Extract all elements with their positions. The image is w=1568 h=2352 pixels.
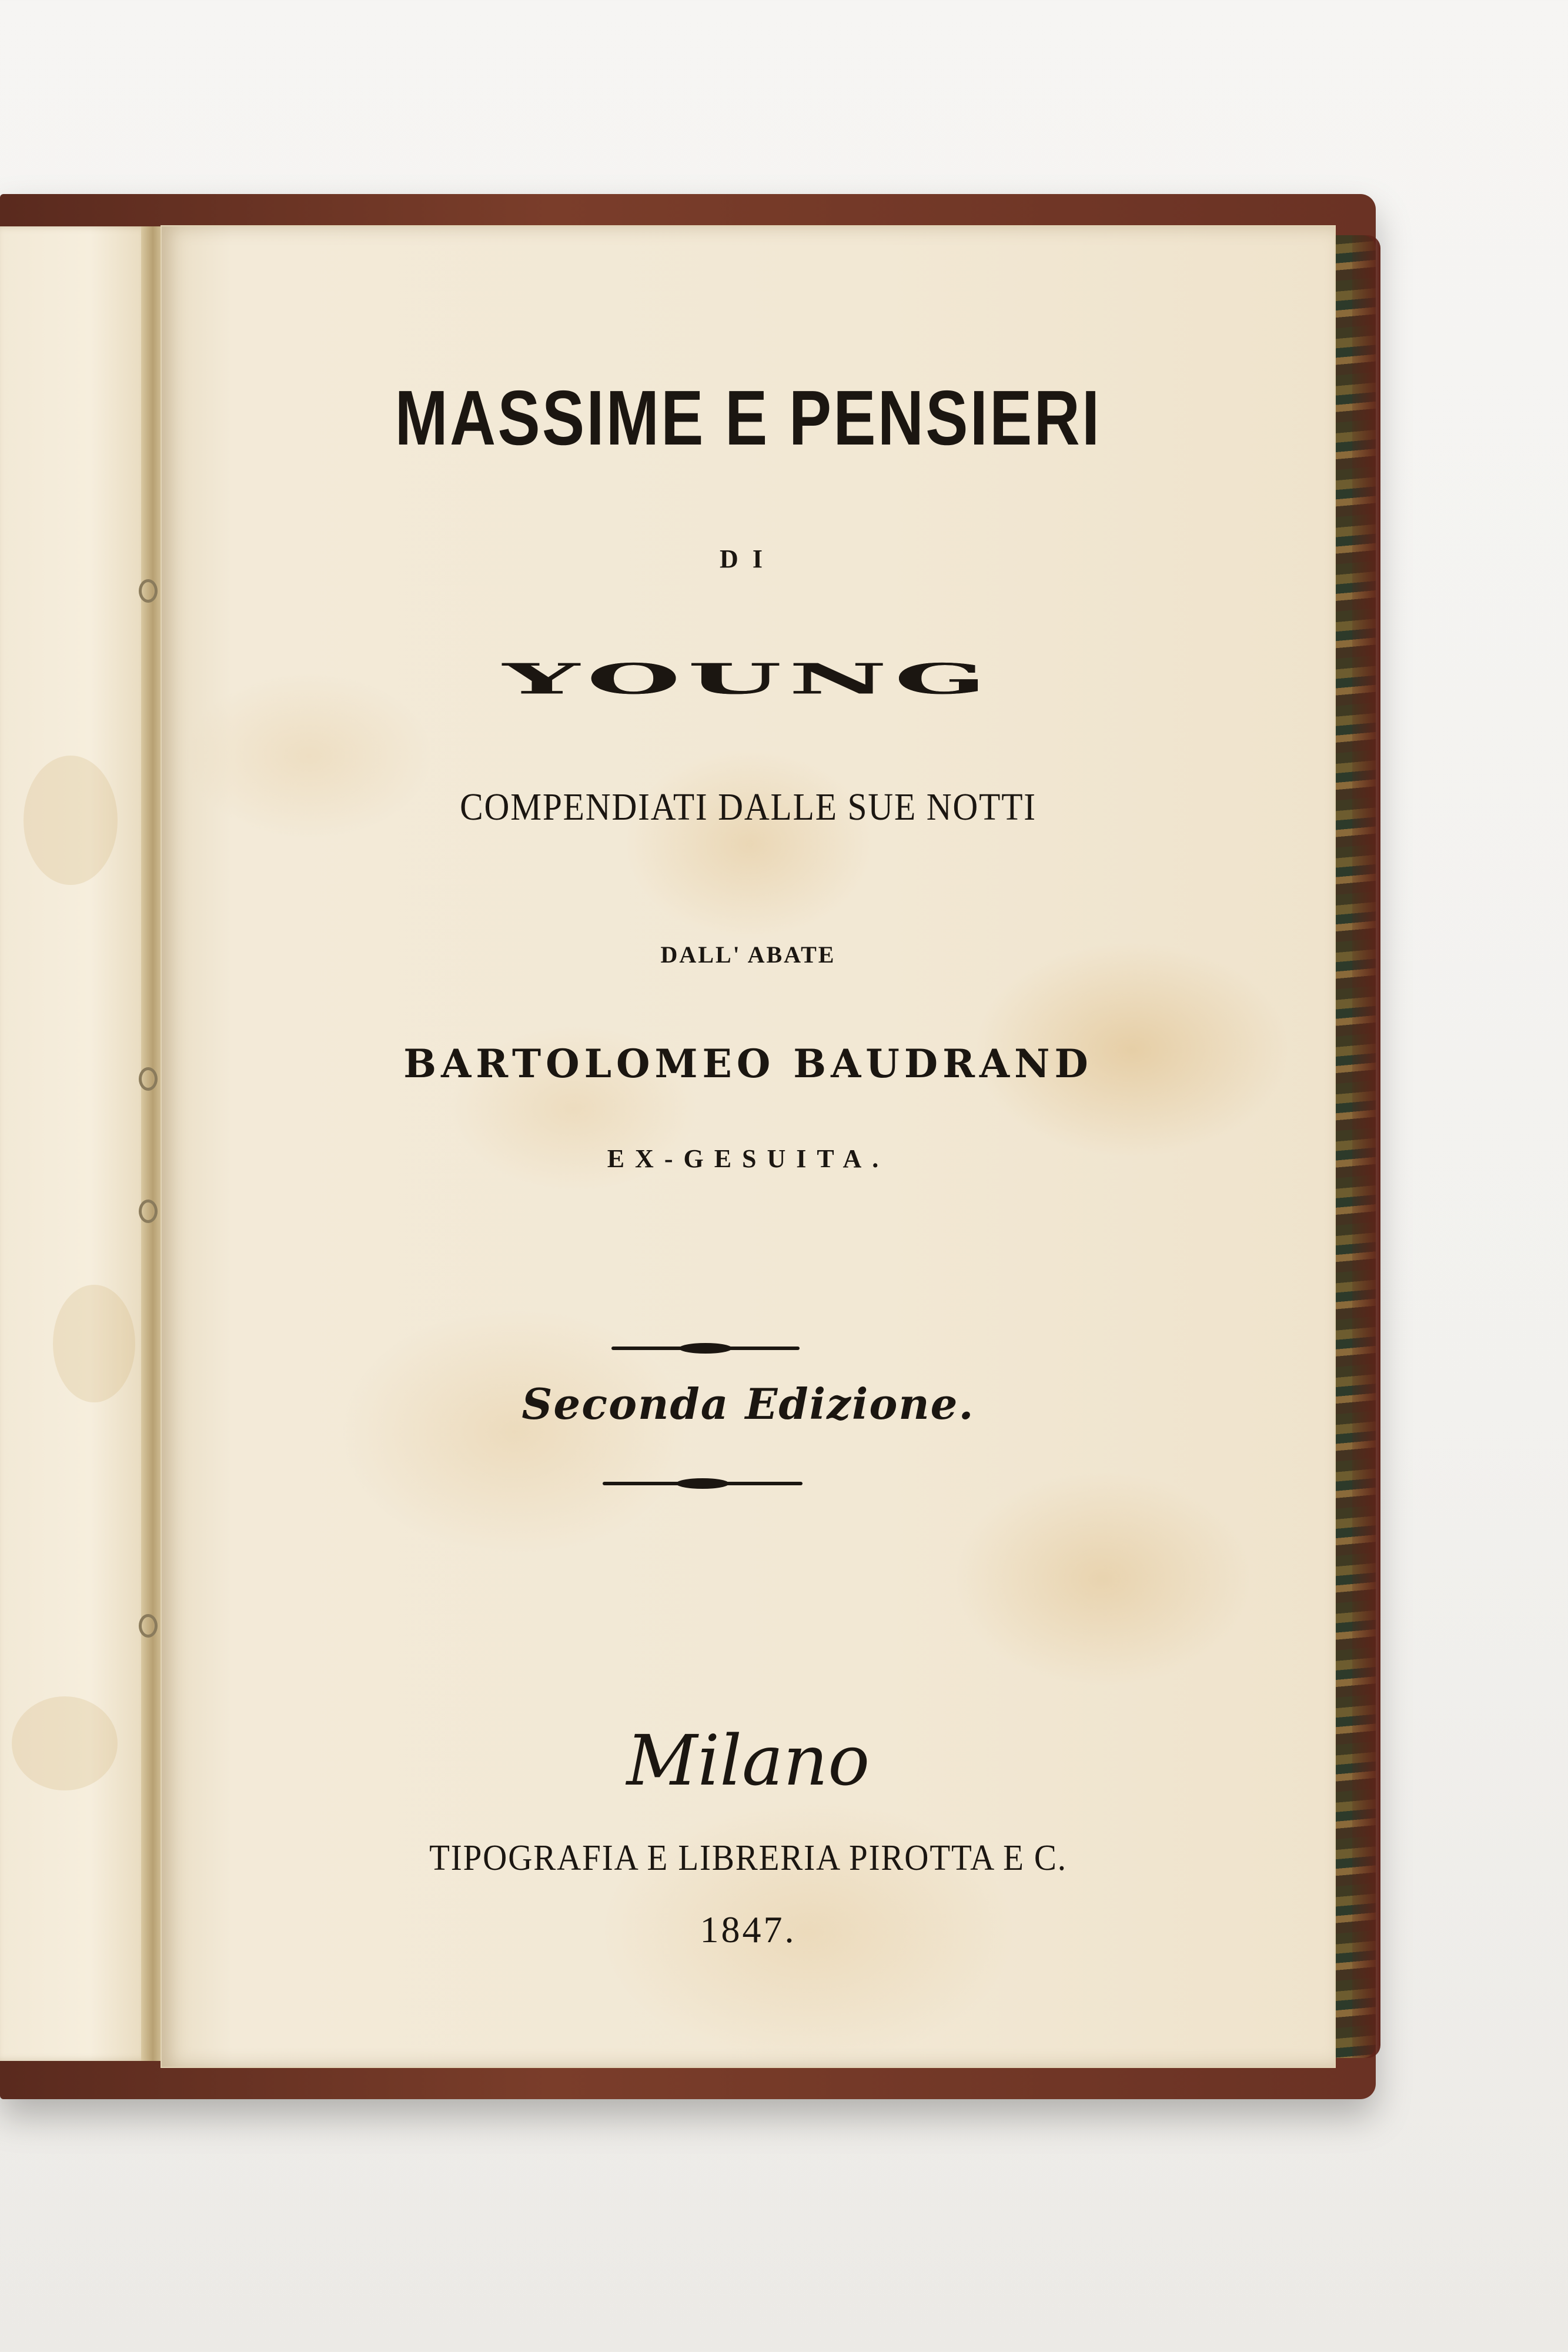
book-gutter bbox=[141, 226, 165, 2061]
binding-stitch bbox=[139, 1614, 158, 1638]
publication-year: 1847. bbox=[700, 1909, 797, 1950]
binding-stitch bbox=[139, 579, 158, 603]
edition-label: Seconda Edizione. bbox=[521, 1379, 975, 1429]
ornamental-rule-bottom bbox=[603, 1482, 803, 1485]
book-subtitle: COMPENDIATI DALLE SUE NOTTI bbox=[460, 786, 1037, 828]
by-line: DALL' ABATE bbox=[660, 941, 836, 968]
publisher: TIPOGRAFIA E LIBRERIA PIROTTA E C. bbox=[429, 1838, 1067, 1878]
cover-spine-shade bbox=[1352, 235, 1380, 2058]
publication-city: Milano bbox=[626, 1720, 870, 1801]
book-title: MASSIME E PENSIERI bbox=[394, 375, 1102, 461]
title-page bbox=[162, 226, 1335, 2067]
binding-stitch bbox=[139, 1200, 158, 1223]
author-note: EX-GESUITA. bbox=[607, 1144, 890, 1173]
binding-stitch bbox=[139, 1067, 158, 1091]
left-page bbox=[0, 226, 150, 2061]
ornamental-rule-top bbox=[611, 1347, 800, 1350]
title-connector: DI bbox=[720, 544, 777, 573]
author-name: BARTOLOMEO BAUDRAND bbox=[403, 1041, 1093, 1087]
subject-author-name: YOUNG bbox=[503, 654, 994, 704]
